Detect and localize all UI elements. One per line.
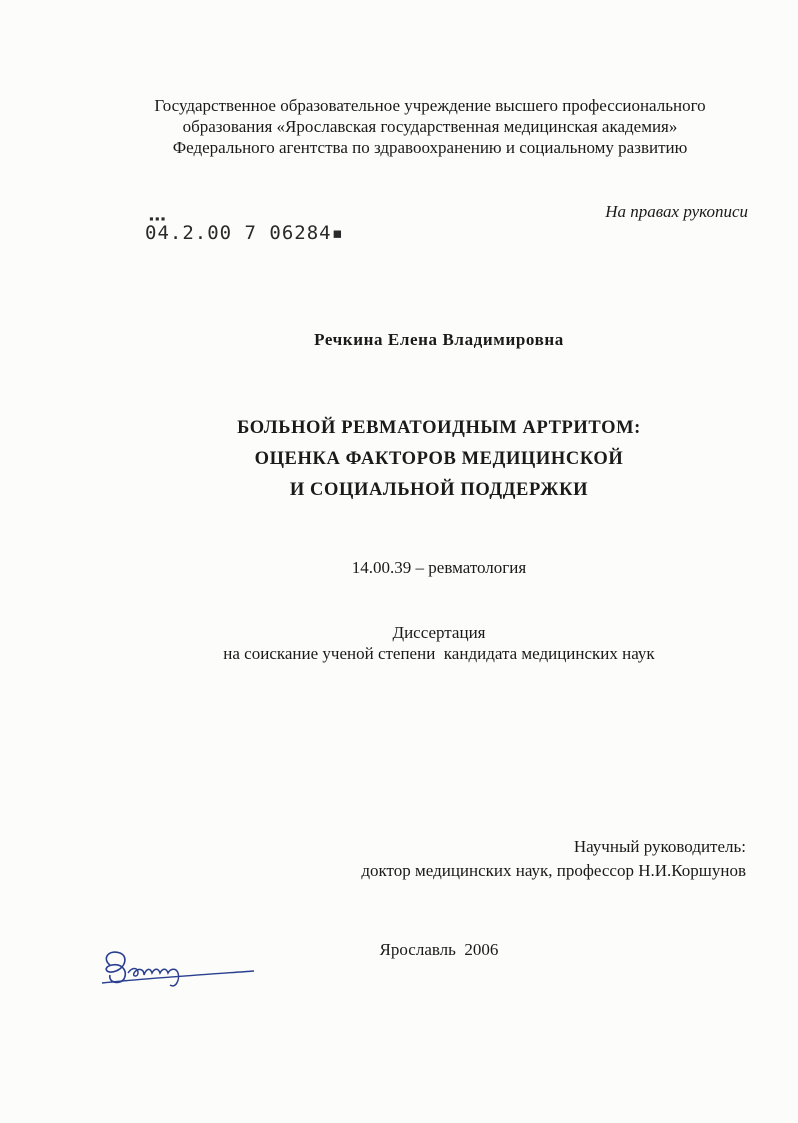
- title-line-3: И СОЦИАЛЬНОЙ ПОДДЕРЖКИ: [289, 480, 589, 500]
- library-stamp: [145, 214, 345, 244]
- advisor-name: доктор медицинских наук, профессор Н.И.Коршунов: [361, 861, 746, 880]
- dissertation-title: [0, 413, 798, 506]
- title-line-1: БОЛЬНОЙ РЕВМАТОИДНЫМ АРТРИТОМ:: [237, 418, 641, 438]
- author-name: Речкина Елена Владимировна: [314, 330, 564, 349]
- stamp-dots: ▪▪▪: [149, 214, 167, 223]
- institution-line-3: Федерального агентства по здравоохранению и социальному развитию: [172, 138, 688, 157]
- title-line-2: ОЦЕНКА ФАКТОРОВ МЕДИЦИНСКОЙ: [254, 449, 624, 469]
- stamp-number: 04.2.00 7 06284: [145, 222, 332, 244]
- advisor-label: Научный руководитель:: [573, 837, 746, 856]
- stamp-bullet: ▪: [331, 222, 345, 244]
- institution-line-2: образования «Ярославская государственная медицинская академия»: [182, 117, 678, 136]
- dissertation-type: Диссертация: [392, 623, 486, 642]
- manuscript-note: На правах рукописи: [605, 202, 748, 221]
- city-year: Ярославль 2006: [379, 940, 499, 959]
- institution-line-1: Государственное образовательное учреждение высшего профессионального: [154, 96, 706, 115]
- institution-header: [60, 95, 798, 158]
- dissertation-degree: [0, 622, 798, 664]
- scientific-advisor: [361, 835, 746, 883]
- degree-line: на соискание ученой степени кандидата медицинских наук: [223, 644, 655, 663]
- specialty-code: 14.00.39 – ревматология: [351, 558, 527, 577]
